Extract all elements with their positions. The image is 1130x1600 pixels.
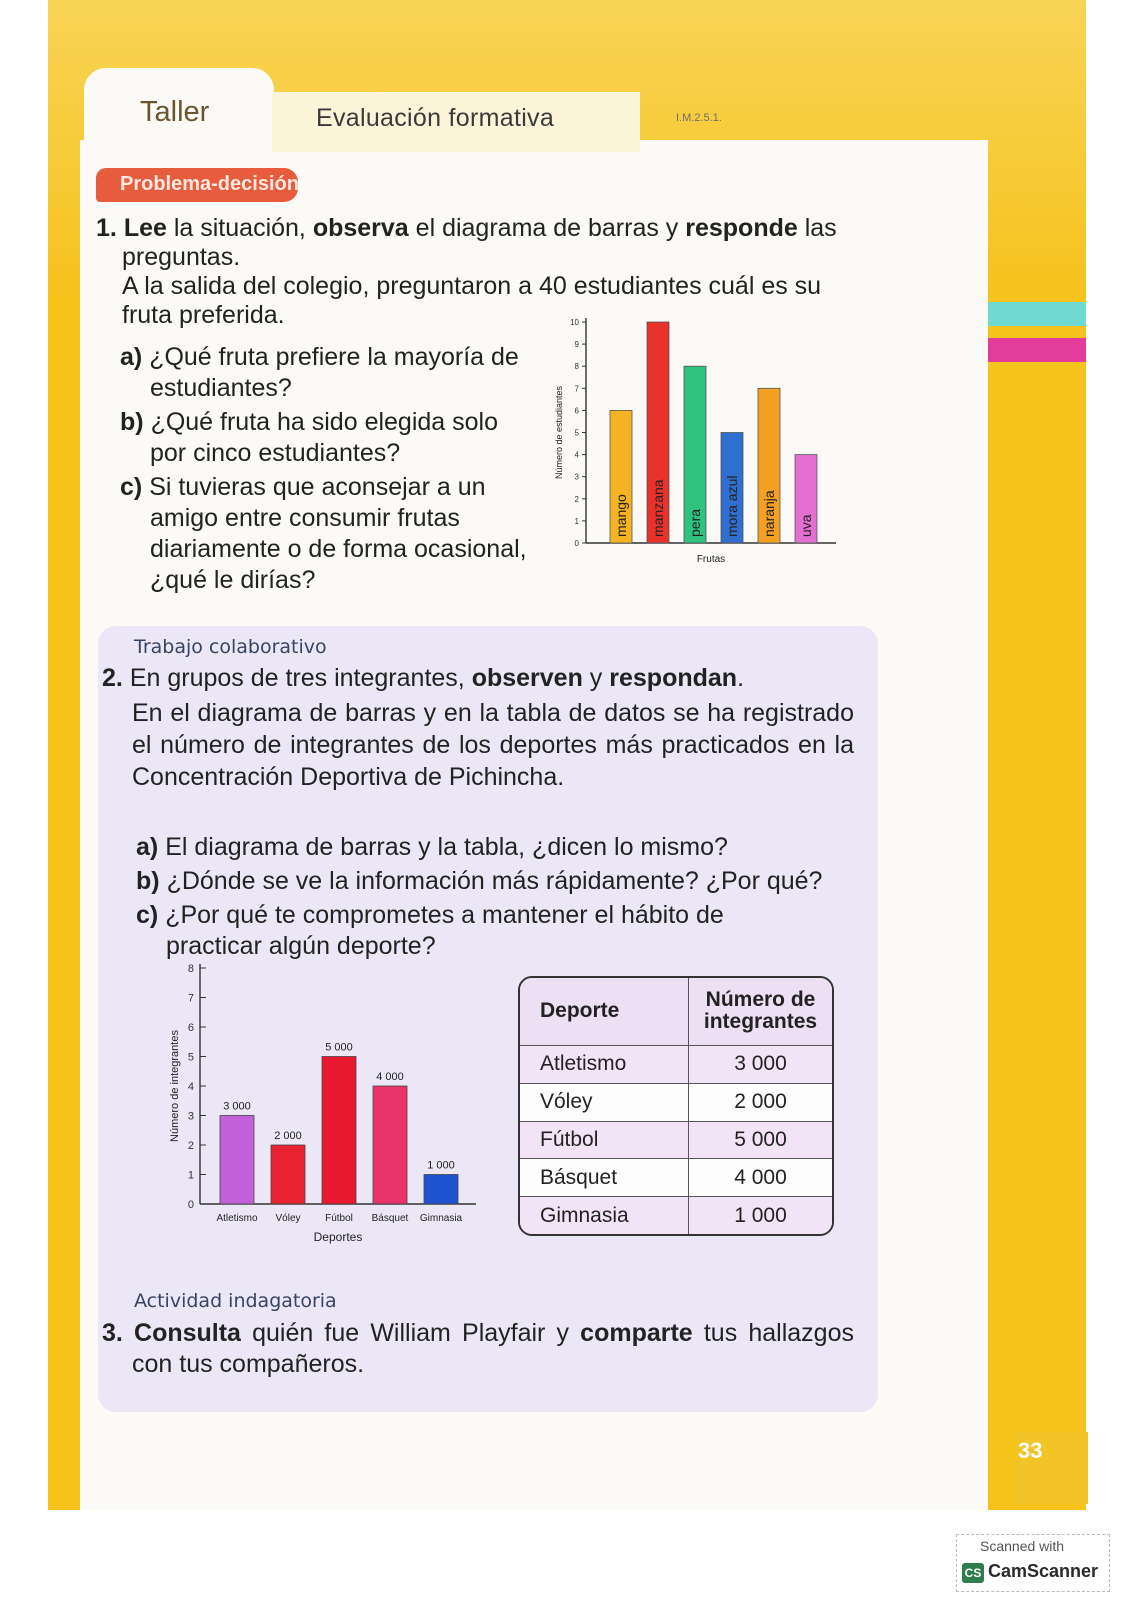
y-tick-label: 10 (570, 318, 579, 327)
y-tick-label: 0 (574, 539, 579, 548)
question-1-subquestions (120, 342, 540, 599)
table-cell-count: 5 000 (689, 1121, 833, 1159)
decor-stripe-cyan (988, 302, 1086, 326)
table-header-row (520, 978, 832, 1045)
data-label: 4 000 (376, 1071, 404, 1083)
section-trabajo-colaborativo: Trabajo colaborativo (134, 636, 327, 658)
bar-label: naranja (761, 490, 777, 537)
table-cell-count: 1 000 (689, 1197, 833, 1234)
section-actividad-indagatoria: Actividad indagatoria (134, 1290, 337, 1312)
x-tick-label: Básquet (371, 1213, 409, 1224)
sports-table (518, 976, 834, 1236)
keyword-lee: Lee (123, 214, 167, 242)
question-2-text-2: y (582, 664, 610, 692)
y-tick-label: 8 (574, 362, 579, 372)
data-label: 5 000 (325, 1041, 353, 1054)
subquestion-b-label: b) (120, 408, 144, 436)
y-tick-label: 2 (187, 1140, 194, 1152)
data-label: 2 000 (274, 1130, 302, 1142)
table-row (520, 1197, 832, 1234)
keyword-observen: observen (471, 664, 583, 692)
q2-subquestion-c-text: ¿Por qué te comprometes a mantener el hábito de practicar algún deporte? (165, 901, 724, 960)
y-tick-label: 2 (574, 494, 579, 504)
table-cell-count: 3 000 (689, 1045, 833, 1083)
question-1-text-3: las preguntas. (122, 214, 837, 271)
table-cell-count: 4 000 (689, 1159, 833, 1197)
keyword-observa: observa (312, 214, 409, 242)
table-cell-sport: Básquet (520, 1159, 689, 1197)
table-cell-sport: Fútbol (520, 1121, 689, 1159)
question-2-context: En el diagrama de barras y en la tabla de datos se ha registrado el número de integrantes de los deportes más practicados en la Concentración Deportiva de Pichincha. (132, 699, 854, 791)
x-axis-label: Frutas (696, 554, 726, 565)
y-tick-label: 7 (187, 992, 194, 1005)
y-tick-label: 4 (187, 1081, 194, 1093)
table-cell-sport: Vóley (520, 1083, 689, 1121)
sports-bar-chart (160, 958, 490, 1258)
subquestion-a-text: ¿Qué fruta prefiere la mayoría de estudiantes? (149, 343, 519, 402)
question-3-text-1: quién fue William Playfair y (240, 1319, 581, 1347)
question-1 (96, 214, 878, 330)
x-tick-label: Fútbol (325, 1213, 353, 1224)
y-tick-label: 3 (187, 1110, 194, 1123)
table-cell-sport: Gimnasia (520, 1197, 689, 1234)
question-3-text-2: tus hallazgos con tus compañeros. (132, 1319, 854, 1378)
y-tick-label: 5 (574, 428, 579, 438)
table-cell-sport: Atletismo (520, 1045, 689, 1083)
table-row (520, 1045, 832, 1083)
y-tick-label: 7 (574, 384, 579, 394)
question-2-text-3: . (737, 664, 745, 692)
y-axis-label: Número de integrantes (169, 1030, 181, 1142)
data-label: 1 000 (427, 1159, 455, 1172)
bar-label: manzana (650, 479, 666, 537)
question-2-text-1: En grupos de tres integrantes, (129, 664, 472, 692)
question-1-context: A la salida del colegio, preguntaron a 40 estudiantes cuál es su fruta preferida. (122, 272, 822, 329)
y-tick-label: 9 (574, 340, 579, 350)
bar-label: pera (687, 508, 703, 537)
subquestion-b-text: ¿Qué fruta ha sido elegida solo por cinco estudiantes? (150, 408, 498, 467)
question-3-number: 3. (102, 1319, 123, 1347)
y-tick-label: 6 (187, 1022, 194, 1034)
subquestion-c-text: Si tuvieras que aconsejar a un amigo entre consumir frutas diariamente o de forma ocasional, ¿qué le dirías? (149, 473, 527, 594)
y-tick-label: 5 (187, 1051, 194, 1064)
keyword-comparte: comparte (580, 1319, 693, 1347)
x-axis-label: Deportes (313, 1230, 363, 1244)
y-tick-label: 0 (187, 1199, 194, 1211)
q2-subquestion-a-label: a) (136, 833, 159, 861)
q2-subquestion-b-label: b) (136, 867, 160, 895)
camscanner-logo-icon: CS (962, 1563, 984, 1583)
y-tick-label: 1 (187, 1169, 194, 1182)
x-tick-label: Atletismo (216, 1213, 258, 1224)
bar-label: mango (613, 494, 629, 537)
keyword-respondan: respondan (609, 664, 738, 692)
y-tick-label: 4 (574, 450, 579, 460)
scanner-watermark-caption: Scanned with (980, 1538, 1065, 1554)
question-3 (102, 1318, 854, 1380)
data-label: 3 000 (223, 1100, 251, 1113)
page-number: 33 (1018, 1438, 1043, 1463)
bar-básquet (373, 1086, 407, 1204)
curriculum-code: I.M.2.5.1. (676, 112, 722, 124)
subquestion-c-label: c) (120, 473, 143, 501)
table-row (520, 1121, 832, 1159)
question-1-text-1: la situación, (166, 214, 313, 242)
y-tick-label: 6 (574, 406, 579, 416)
y-axis-label: Número de estudiantes (554, 385, 564, 480)
bar-fútbol (322, 1057, 356, 1205)
tab-evaluacion-label: Evaluación formativa (316, 104, 555, 132)
x-tick-label: Gimnasia (419, 1213, 463, 1224)
subquestion-a-label: a) (120, 343, 143, 371)
y-tick-label: 1 (574, 516, 579, 526)
scanner-watermark-brand: CamScanner (988, 1561, 1099, 1581)
table-row (520, 1159, 832, 1197)
bar-atletismo (220, 1116, 254, 1205)
question-2-number: 2. (102, 664, 123, 692)
y-tick-label: 8 (187, 963, 194, 975)
question-2-subquestions (136, 832, 896, 965)
x-tick-label: Vóley (275, 1213, 301, 1224)
tab-taller-label: Taller (140, 96, 210, 128)
q2-subquestion-a-text: El diagrama de barras y la tabla, ¿dicen lo mismo? (165, 833, 728, 861)
keyword-responde: responde (685, 214, 798, 242)
fruit-bar-chart (552, 316, 862, 582)
question-1-number: 1. (96, 214, 117, 242)
decor-stripe-pink (988, 338, 1086, 362)
keyword-consulta: Consulta (134, 1319, 241, 1347)
bar-label: mora azul (724, 475, 740, 537)
table-header-integrantes: Número de integrantes (689, 978, 833, 1045)
section-badge-label: Problema-decisión (120, 173, 299, 195)
q2-subquestion-b-text: ¿Dónde se ve la información más rápidamente? ¿Por qué? (166, 867, 823, 895)
q2-subquestion-c-label: c) (136, 901, 159, 929)
y-tick-label: 3 (574, 472, 579, 482)
table-cell-count: 2 000 (689, 1083, 833, 1121)
table-header-deporte: Deporte (520, 978, 689, 1045)
bar-vóley (271, 1145, 305, 1204)
question-2 (102, 664, 854, 793)
table-row (520, 1083, 832, 1121)
bar-gimnasia (424, 1175, 458, 1205)
bar-label: uva (798, 514, 814, 537)
question-1-text-2: el diagrama de barras y (408, 214, 686, 242)
